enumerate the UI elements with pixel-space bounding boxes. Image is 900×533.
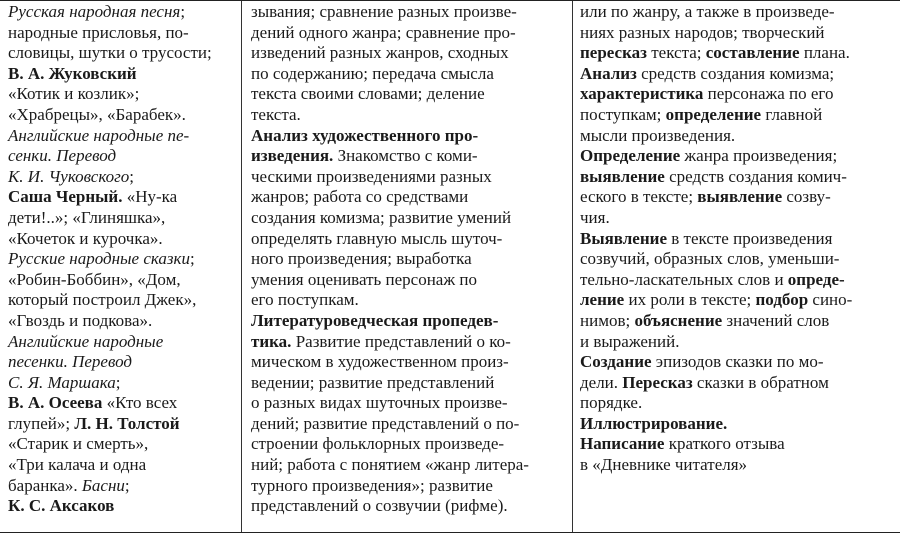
bold-text: тика. xyxy=(251,331,292,351)
text-run: ний; работа с понятием «жанр литера- xyxy=(251,455,529,475)
text-line xyxy=(580,187,896,208)
text-line xyxy=(8,393,239,414)
text-line xyxy=(8,414,239,435)
text-run: ; xyxy=(129,166,135,186)
text-run: «Храбрецы», «Барабек». xyxy=(8,104,186,124)
text-line xyxy=(251,393,562,414)
text-run: Знакомство с коми- xyxy=(333,146,478,166)
text-run: поступкам; xyxy=(580,104,666,124)
text-line xyxy=(8,43,239,64)
text-run: по содержанию; передача смысла xyxy=(251,63,494,83)
column-activities xyxy=(572,1,900,532)
text-run: создания комизма; развитие умений xyxy=(251,207,512,227)
text-run: «Старик и смерть», xyxy=(8,434,149,454)
bold-text: В. А. Осеева xyxy=(8,393,103,413)
text-run: ; xyxy=(124,475,130,495)
text-line xyxy=(8,249,239,270)
text-line xyxy=(580,23,896,44)
text-line xyxy=(580,414,896,435)
text-run: строении фольклорных произведе- xyxy=(251,434,505,454)
bold-text: характеристика xyxy=(580,84,704,104)
text-line xyxy=(580,455,896,476)
text-run: «Гвоздь и подкова». xyxy=(8,310,153,330)
text-run: умения оценивать персонаж по xyxy=(251,269,477,289)
text-run: турного произведения»; развитие xyxy=(251,475,493,495)
text-line xyxy=(8,332,239,353)
text-line xyxy=(8,229,239,250)
text-run: дений; развитие представлений о по- xyxy=(251,413,520,433)
italic-text: К. И. Чуковского xyxy=(8,166,130,186)
text-run: еского в тексте; xyxy=(580,187,698,207)
text-line xyxy=(580,167,896,188)
text-run: персонажа по его xyxy=(703,84,834,104)
text-line xyxy=(251,476,562,497)
text-line xyxy=(8,84,239,105)
text-line xyxy=(580,352,896,373)
bold-text: Пересказ xyxy=(622,372,693,392)
text-line xyxy=(580,332,896,353)
text-line xyxy=(251,290,562,311)
text-line xyxy=(251,167,562,188)
text-run: «Три калача и одна xyxy=(8,455,147,475)
text-run: «Котик и козлик»; xyxy=(8,84,140,104)
text-line xyxy=(251,84,562,105)
text-run: тельно-ласкательных слов и xyxy=(580,269,788,289)
text-run: порядке. xyxy=(580,393,643,413)
text-run: ниях разных народов; творческий xyxy=(580,22,825,42)
text-run: «Кто всех xyxy=(102,393,178,413)
bold-text: опреде- xyxy=(787,269,845,289)
text-run: мысли произведения. xyxy=(580,125,736,145)
text-run: средств создания комич- xyxy=(664,166,847,186)
text-run: и выражений. xyxy=(580,331,680,351)
text-run: краткого отзыва xyxy=(664,434,785,454)
bold-text: пересказ xyxy=(580,43,647,63)
text-run: сказки в обратном xyxy=(692,372,829,392)
text-line xyxy=(580,393,896,414)
text-line xyxy=(580,290,896,311)
text-run: словицы, шутки о трусости; xyxy=(8,43,212,63)
bold-text: Иллюстрирование. xyxy=(580,413,728,433)
text-line xyxy=(580,270,896,291)
bold-text: Определение xyxy=(580,146,681,166)
text-line xyxy=(251,434,562,455)
italic-text: Английские народные xyxy=(8,331,164,351)
text-line xyxy=(251,373,562,394)
text-line xyxy=(251,105,562,126)
text-run: нимов; xyxy=(580,310,635,330)
text-line xyxy=(251,23,562,44)
text-line xyxy=(580,105,896,126)
text-line xyxy=(580,43,896,64)
text-run: созвучий, образных слов, уменьши- xyxy=(580,249,840,269)
text-line xyxy=(251,229,562,250)
text-run: плана. xyxy=(799,43,850,63)
bold-text: В. А. Жуковский xyxy=(8,63,137,83)
bold-text: Анализ xyxy=(580,63,637,83)
text-run: «Кочеток и курочка». xyxy=(8,228,163,248)
text-run: в тексте произведения xyxy=(666,228,833,248)
text-line xyxy=(580,311,896,332)
bold-text: Анализ художественного про- xyxy=(251,125,479,145)
text-line xyxy=(8,2,239,23)
text-line xyxy=(8,167,239,188)
bold-text: объяснение xyxy=(634,310,723,330)
bold-text: выявление xyxy=(697,187,783,207)
bold-text: выявление xyxy=(580,166,665,186)
text-line xyxy=(8,64,239,85)
text-line xyxy=(8,126,239,147)
text-run: текста. xyxy=(251,104,301,124)
text-run: в «Дневнике читателя» xyxy=(580,455,748,475)
text-line xyxy=(251,311,562,332)
text-line xyxy=(8,496,239,517)
text-line xyxy=(580,249,896,270)
text-line xyxy=(8,373,239,394)
text-line xyxy=(251,2,562,23)
text-line xyxy=(580,229,896,250)
text-run: Развитие представлений о ко- xyxy=(291,331,511,351)
text-run: их роли в тексте; xyxy=(624,290,756,310)
text-run: ; xyxy=(115,372,121,392)
text-line xyxy=(8,290,239,311)
text-run: значений слов xyxy=(722,310,830,330)
text-run: который построил Джек», xyxy=(8,290,197,310)
text-run: жанров; работа со средствами xyxy=(251,187,469,207)
text-run: средств создания комизма; xyxy=(636,63,835,83)
text-line xyxy=(580,84,896,105)
bold-text: Создание xyxy=(580,352,652,372)
text-line xyxy=(580,2,896,23)
italic-text: Английские народные пе- xyxy=(8,125,190,145)
text-run: определять главную мысль шуточ- xyxy=(251,228,503,248)
italic-text: песенки. Перевод xyxy=(8,352,132,372)
text-run: созву- xyxy=(782,187,831,207)
text-line xyxy=(580,64,896,85)
text-line xyxy=(8,105,239,126)
bold-text: изведения. xyxy=(251,146,334,166)
bold-text: ление xyxy=(580,290,625,310)
text-line xyxy=(251,455,562,476)
text-line xyxy=(8,187,239,208)
text-run: или по жанру, а также в произведе- xyxy=(580,2,835,21)
italic-text: С. Я. Маршака xyxy=(8,372,116,392)
text-line xyxy=(8,434,239,455)
text-line xyxy=(580,146,896,167)
text-line xyxy=(251,270,562,291)
bold-text: Литературоведческая пропедев- xyxy=(251,310,499,330)
text-run: изведений разных жанров, сходных xyxy=(251,43,509,63)
text-line xyxy=(251,249,562,270)
text-line xyxy=(8,476,239,497)
text-run: дений одного жанра; сравнение про- xyxy=(251,22,516,42)
text-run: ного произведения; выработка xyxy=(251,249,472,269)
text-line xyxy=(580,208,896,229)
text-line xyxy=(251,352,562,373)
text-line xyxy=(8,352,239,373)
text-run: ; xyxy=(180,2,186,21)
text-line xyxy=(8,455,239,476)
text-run: «Ну-ка xyxy=(122,187,178,207)
text-run: чия. xyxy=(580,207,610,227)
text-line xyxy=(580,434,896,455)
text-line xyxy=(251,126,562,147)
text-line xyxy=(251,208,562,229)
text-run: главной xyxy=(761,104,823,124)
italic-text: сенки. Перевод xyxy=(8,146,117,166)
bold-text: Выявление xyxy=(580,228,667,248)
italic-text: Русские народные сказки xyxy=(8,249,190,269)
text-line xyxy=(251,43,562,64)
bold-text: подбор xyxy=(755,290,809,310)
text-run: его поступкам. xyxy=(251,290,359,310)
text-run: народные присловья, по- xyxy=(8,22,189,42)
text-run: жанра произведения; xyxy=(680,146,838,166)
text-run: зывания; сравнение разных произве- xyxy=(251,2,517,21)
text-run: «Робин-Боббин», «Дом, xyxy=(8,269,181,289)
text-run: представлений о созвучии (рифме). xyxy=(251,496,508,516)
italic-text: Русская народная песня xyxy=(8,2,181,21)
bold-text: Написание xyxy=(580,434,665,454)
column-works xyxy=(0,1,241,532)
text-run: дети!..»; «Глиняшка», xyxy=(8,207,166,227)
text-line xyxy=(580,373,896,394)
text-line xyxy=(8,311,239,332)
text-run: о разных видах шуточных произве- xyxy=(251,393,508,413)
text-line xyxy=(251,414,562,435)
bold-text: Л. Н. Толстой xyxy=(74,413,180,433)
text-run: текста своими словами; деление xyxy=(251,84,485,104)
text-line xyxy=(8,146,239,167)
text-line xyxy=(8,270,239,291)
text-line xyxy=(251,496,562,517)
text-run: глупей»; xyxy=(8,413,75,433)
text-line xyxy=(251,146,562,167)
text-run: ; xyxy=(189,249,195,269)
text-run: дели. xyxy=(580,372,623,392)
text-line xyxy=(251,187,562,208)
bold-text: Саша Черный. xyxy=(8,187,123,207)
text-run: ческими произведениями разных xyxy=(251,166,492,186)
text-run: текста; xyxy=(646,43,706,63)
italic-text: Басни xyxy=(81,475,125,495)
bold-text: К. С. Аксаков xyxy=(8,496,115,516)
text-line xyxy=(8,23,239,44)
bold-text: определение xyxy=(665,104,762,124)
text-line xyxy=(580,126,896,147)
text-run: мическом в художественном произ- xyxy=(251,352,509,372)
text-line xyxy=(251,64,562,85)
text-run: сино- xyxy=(808,290,853,310)
text-run: баранка». xyxy=(8,475,82,495)
text-line xyxy=(251,332,562,353)
bold-text: составление xyxy=(705,43,800,63)
text-run: эпизодов сказки по мо- xyxy=(651,352,824,372)
text-line xyxy=(8,208,239,229)
text-run: ведении; развитие представлений xyxy=(251,372,495,392)
column-content xyxy=(241,1,572,532)
